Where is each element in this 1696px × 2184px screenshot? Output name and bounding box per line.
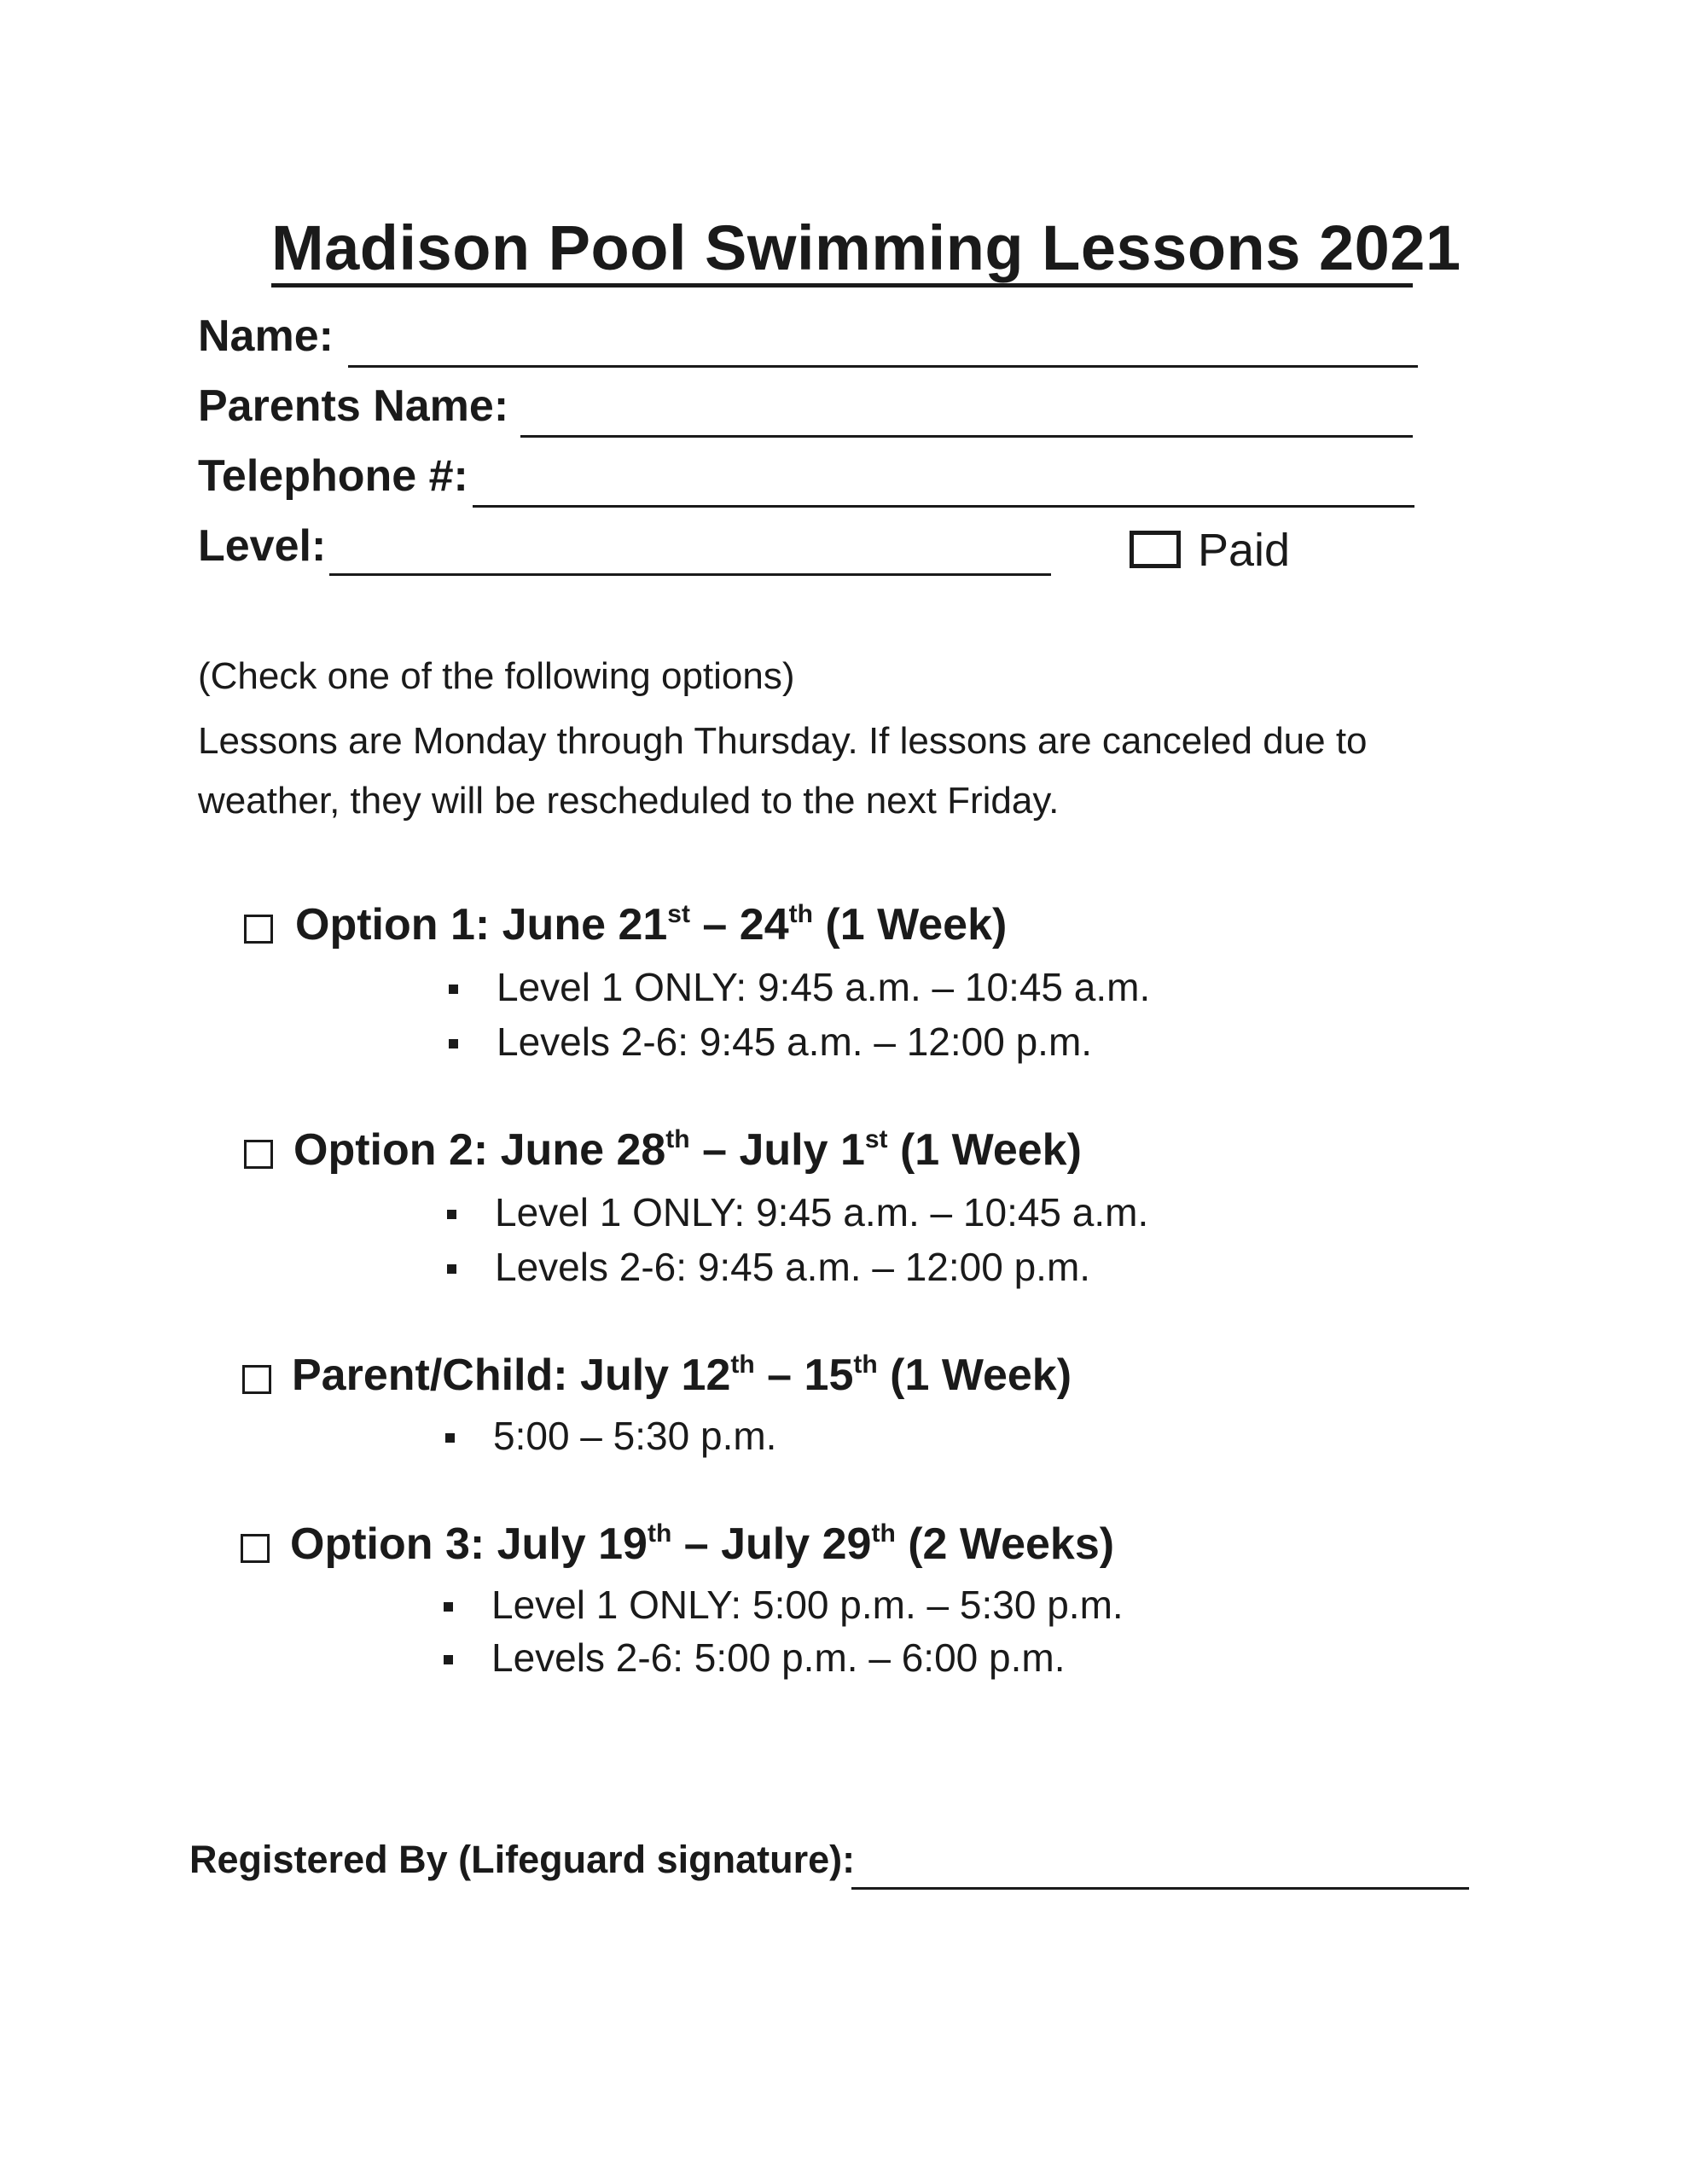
option-3-time-1: Level 1 ONLY: 5:00 p.m. – 5:30 p.m. (491, 1583, 1124, 1627)
option-2-checkbox[interactable] (244, 1140, 273, 1169)
paid-label: Paid (1198, 525, 1291, 576)
bullet-marker (447, 1210, 456, 1219)
bullet-marker (444, 1602, 453, 1612)
schedule-note-line-2: weather, they will be rescheduled to the next Friday. (198, 780, 1060, 822)
bullet-marker (449, 1039, 458, 1048)
signature-label: Registered By (Lifeguard signature): (189, 1838, 856, 1881)
option-2-heading: Option 2: June 28th – July 1st (1 Week) (293, 1125, 1082, 1175)
signature-field[interactable] (851, 1887, 1469, 1890)
option-1-heading: Option 1: June 21st – 24th (1 Week) (295, 900, 1008, 950)
parent-child-checkbox[interactable] (242, 1365, 271, 1394)
option-3-checkbox[interactable] (241, 1534, 270, 1563)
bullet-marker (444, 1655, 453, 1664)
parents-name-field[interactable] (520, 435, 1413, 438)
telephone-field[interactable] (473, 505, 1414, 508)
parent-child-time-1: 5:00 – 5:30 p.m. (493, 1414, 777, 1458)
name-field[interactable] (348, 365, 1418, 368)
bullet-marker (445, 1433, 455, 1443)
parent-child-heading: Parent/Child: July 12th – 15th (1 Week) (292, 1350, 1072, 1400)
option-3-time-2: Levels 2-6: 5:00 p.m. – 6:00 p.m. (491, 1635, 1066, 1680)
schedule-note-line-1: Lessons are Monday through Thursday. If lessons are canceled due to (198, 720, 1368, 762)
option-1-time-2: Levels 2-6: 9:45 a.m. – 12:00 p.m. (497, 1019, 1093, 1064)
bullet-marker (449, 985, 458, 994)
option-1-time-1: Level 1 ONLY: 9:45 a.m. – 10:45 a.m. (497, 965, 1151, 1009)
page-title: Madison Pool Swimming Lessons 2021 (271, 212, 1461, 283)
title-underline (271, 283, 1413, 288)
level-field[interactable] (329, 573, 1051, 576)
option-2-time-1: Level 1 ONLY: 9:45 a.m. – 10:45 a.m. (495, 1190, 1149, 1234)
level-label: Level: (198, 521, 327, 571)
option-1-checkbox[interactable] (244, 915, 273, 944)
bullet-marker (447, 1264, 456, 1274)
option-2-time-2: Levels 2-6: 9:45 a.m. – 12:00 p.m. (495, 1245, 1091, 1289)
paid-checkbox[interactable] (1130, 531, 1181, 568)
name-label: Name: (198, 311, 334, 361)
telephone-label: Telephone #: (198, 451, 468, 501)
check-one-instruction: (Check one of the following options) (198, 655, 795, 697)
parents-name-label: Parents Name: (198, 381, 509, 431)
option-3-heading: Option 3: July 19th – July 29th (2 Weeks) (290, 1519, 1115, 1569)
